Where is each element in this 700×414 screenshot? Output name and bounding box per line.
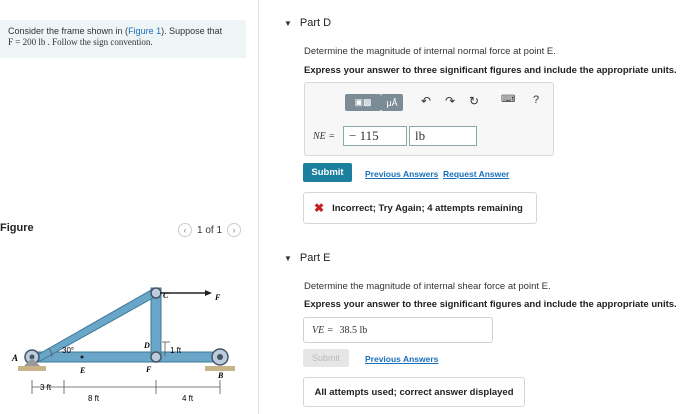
part-d-title: Part D bbox=[299, 17, 332, 29]
part-d-submit-button[interactable]: Submit bbox=[303, 163, 352, 182]
label-a: A bbox=[12, 353, 19, 363]
part-e-answer-value: 38.5 lb bbox=[339, 324, 368, 336]
member-diagonal bbox=[32, 289, 160, 361]
redo-icon[interactable]: ↷ bbox=[445, 94, 456, 108]
force-arrowhead bbox=[205, 290, 212, 296]
chevron-right-icon[interactable]: › bbox=[227, 223, 241, 237]
roller-b-center bbox=[217, 354, 223, 360]
panel-divider bbox=[258, 0, 259, 414]
label-f-force: F bbox=[215, 293, 221, 302]
pin-c bbox=[151, 288, 161, 298]
label-c: C bbox=[163, 291, 169, 300]
label-3ft: 3 ft bbox=[40, 383, 52, 392]
close-x-icon: ✖ bbox=[314, 201, 325, 215]
units-button[interactable]: μÅ bbox=[381, 94, 403, 111]
label-angle: 30° bbox=[62, 346, 75, 355]
part-d-header[interactable] bbox=[284, 17, 331, 29]
help-button[interactable]: ? bbox=[533, 94, 540, 106]
label-f-point: F bbox=[146, 365, 152, 374]
undo-icon[interactable]: ↶ bbox=[421, 94, 432, 108]
label-b: B bbox=[218, 371, 224, 380]
label-d: D bbox=[144, 341, 150, 350]
part-d-instruction: Express your answer to three significant figures and include the appropriate units. bbox=[304, 65, 677, 76]
part-d-previous-answers-link[interactable]: Previous Answers bbox=[365, 169, 439, 179]
label-e: E bbox=[80, 366, 86, 375]
part-d-request-answer-link[interactable]: Request Answer bbox=[443, 169, 510, 179]
part-d-unit-input[interactable]: lb bbox=[409, 126, 477, 146]
caret-down-icon: ▼ bbox=[284, 18, 292, 28]
part-e-title: Part E bbox=[299, 252, 331, 264]
figure-title: Figure bbox=[0, 222, 34, 234]
ground-a bbox=[18, 366, 46, 371]
frame-figure bbox=[0, 260, 250, 410]
templates-icon[interactable]: ▣▩ bbox=[345, 94, 381, 111]
pager-text: 1 of 1 bbox=[197, 224, 223, 236]
part-d-value-input[interactable]: − 115 bbox=[343, 126, 407, 146]
beam-ab bbox=[28, 352, 220, 362]
part-d-question: Determine the magnitude of internal normal force at point E. bbox=[304, 46, 556, 57]
problem-line-2: F = 200 lb . Follow the sign convention. bbox=[8, 37, 153, 47]
point-e-marker bbox=[81, 356, 84, 359]
keyboard-icon[interactable]: ⌨ bbox=[501, 94, 516, 105]
part-e-instruction: Express your answer to three significant figures and include the appropriate units. bbox=[304, 299, 677, 310]
part-e-answer-box bbox=[303, 317, 493, 343]
part-d-feedback bbox=[303, 192, 537, 224]
problem-statement bbox=[0, 20, 246, 58]
part-e-submit-button: Submit bbox=[303, 349, 349, 367]
problem-text: Consider the frame shown in ( bbox=[8, 26, 129, 36]
pin-f bbox=[151, 352, 161, 362]
part-e-final-status: All attempts used; correct answer displayed bbox=[303, 377, 525, 407]
part-e-answer-label: VE = bbox=[312, 324, 334, 336]
label-1ft: 1 ft bbox=[170, 346, 182, 355]
reset-icon[interactable]: ↻ bbox=[469, 94, 480, 108]
part-d-feedback-text: Incorrect; Try Again; 4 attempts remaining bbox=[332, 202, 523, 214]
chevron-left-icon[interactable]: ‹ bbox=[178, 223, 192, 237]
label-4ft: 4 ft bbox=[182, 394, 194, 403]
part-e-question: Determine the magnitude of internal shear force at point E. bbox=[304, 281, 551, 292]
label-8ft: 8 ft bbox=[88, 394, 100, 403]
part-d-answer-label: NE = bbox=[313, 131, 336, 142]
part-d-answer-panel bbox=[304, 82, 554, 156]
figure-pager bbox=[178, 223, 241, 237]
problem-text-tail: ). Suppose that bbox=[161, 26, 223, 36]
part-e-header[interactable] bbox=[284, 252, 331, 264]
part-e-previous-answers-link[interactable]: Previous Answers bbox=[365, 354, 439, 364]
figure-link[interactable]: Figure 1 bbox=[128, 26, 162, 36]
caret-down-icon: ▼ bbox=[284, 253, 292, 263]
